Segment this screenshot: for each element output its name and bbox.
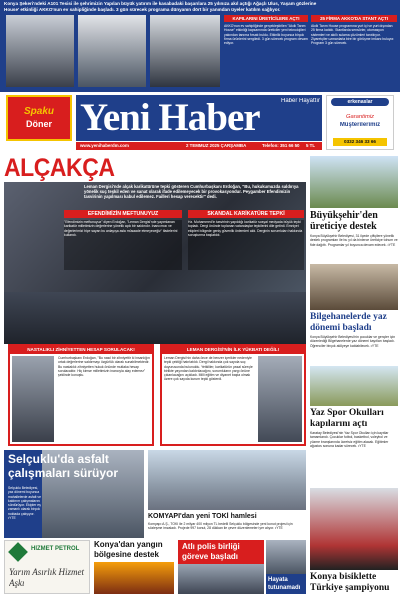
newspaper-subtitle: Haber Hayattır — [280, 98, 320, 104]
price: 5 TL — [306, 143, 316, 148]
ad-phone: 0332 346 33 66 — [333, 138, 387, 146]
box-4 — [160, 344, 306, 446]
box-body: Hz. Muhammed'in tasvirinin yapıldığı karikatür sosyal medyada büyük tepki topladı. Dergi önünde toplanan vatandaşlar tepkilerini dile getirdi. Emniyet ekipleri bölgede geniş güvenlik önlemleri aldı. Derginin sorumluları hakkında soruşturma başlatıldı. — [188, 220, 304, 270]
top-photo-3 — [150, 15, 220, 87]
selcuklu-body: Selçuklu Belediyesi, yaz dönemi boyunca mahallelerde asfalt ve kaldırım çalışmalarını sürdürüyor. Ekipler eş zamanlı olarak birçok noktada çalışıyor. •YTE — [8, 486, 41, 521]
ad-right — [326, 95, 394, 150]
box-photo — [258, 356, 302, 442]
toki-story — [148, 450, 306, 538]
toki-body: Komyapı A.Ş., TOKİ ile 2 milyar 400 milyon TL bedelli Selçuklu bölgesinde yeni konut projesi için sözleşme imzaladı. Projede 997 konut, 28 dükkan ile çevre düzenlemeleri yer alıyor. •YTE — [148, 522, 293, 531]
sidebar — [310, 152, 398, 594]
top-news-strip — [0, 0, 400, 92]
toki-title: KOMYAPI'dan yeni TOKİ hamlesi — [148, 513, 257, 520]
phone: Telefon: 351 66 50 — [262, 143, 300, 148]
top-story-2 — [311, 15, 397, 90]
sidebar-story-body: Konya Büyükşehir Belediyesi, 31 ilçede çiftçilere yönelik destek programları ile bu yıl da binlerce üreticiye tohum ve fide dağıttı. Programlar yıl boyunca devam edecek. •YTE — [310, 234, 398, 247]
website: www.yenihaberdm.com — [80, 143, 129, 148]
ticker-line: Konya Şekeri'ndeki A101 Tesisi ile şehrimizin Yapılan büyük yatırım ile kasabadaki başarılara 25 yılınıza akıl açtığı Ağaçlı Ulus, Yaşam gözlerine — [4, 1, 317, 6]
atli-title: Atlı polis birliği göreve başladı — [182, 542, 240, 561]
hayata-title: Hayata tutunamadı — [268, 577, 301, 591]
masthead — [0, 92, 400, 152]
selcuklu-title: Selçuklu'da asfalt çalışmaları sürüyor — [8, 452, 119, 480]
top-story-body: Akıllı Tarım House programına yurt içi ve yurt dışından 25 firma katıldı. Stantlarda sensörler, otomasyon sistemleri ve akıllı sulama çözümleri tanıtılıyor. Ziyaretçiler uzmanlarla bire bir görüşme imkanı buluyor. Program 3 gün sürecek. — [311, 24, 395, 46]
sidebar-story-title: Bilgehanelerde yaz dönemi başladı — [310, 312, 387, 333]
top-story-title: KAPILARINI ÜRETİCİLERE AÇTI — [224, 15, 308, 22]
fire-title: Konya'dan yangın bölgesine destek — [94, 540, 163, 559]
ad-brand: erkenaslar — [331, 98, 389, 106]
sidebar-story-title: Konya bisiklette Türkiye şampiyonu — [310, 572, 390, 593]
box-photo — [12, 356, 54, 442]
box-title: SKANDAL KARİKATÜRE TEPKİ — [188, 210, 304, 218]
ticker-line-2: House' etkinliği AKKO'nun ev sahipliğinde başladı. 3 gün sürecek programa dünyanın dört bir yanından üyeler katılım sağlıyor. — [4, 7, 281, 12]
top-photo-2 — [78, 15, 146, 87]
box-title: LEMAN DERGİSİ'NİN İLK YÜKBATI DEĞİL! — [162, 346, 304, 354]
sidebar-photo-4 — [310, 488, 398, 570]
sidebar-photo-1 — [310, 156, 398, 208]
ad-slogan-1: Garantimiz — [345, 114, 375, 120]
box-body: Leman Dergisi'nin daha önce de benzer içerikler nedeniyle tepki çektiği hatırlatıldı. Dergi hakkında çok sayıda suç duyurusunda bulunuldu. Yetkililer, karikatürün yasal süreçle birlikte yayından kaldırılacağını, sorumluların yargı önüne çıkarılacağını açıkladı. Milli eğitim ve diyanet başta olmak üzere çok sayıda kurum tepki gösterdi. — [164, 356, 253, 382]
logo-ad-left — [6, 95, 72, 141]
atli-story — [178, 540, 264, 594]
toki-photo — [148, 450, 306, 510]
hayata-photo — [266, 540, 306, 574]
sidebar-story-title: Büyükşehir'den üreticiye destek — [310, 210, 378, 232]
main-lead: Leman Dergisi'nde alçak karikatürüne tepki gösteren Cumhurbaşkanı Erdoğan, "Bu, hukukumuzda saldırıya yönelik suç teşkil eden ve sanat olarak ifade edilemeyecek bir provokasyondur. Peygamber Efendimizin tasvirinin yapılması kabul edilemez. Failleri hesap verecektir" dedi. — [84, 184, 299, 199]
sidebar-story-body: Karatay Belediyesi'nin Yaz Spor Okulları için kayıtlar tamamlandı. Çocuklar futbol, basketbol, voleybol ve yüzme branşlarında ücretsiz eğitim alacak. Eğitimler ağustos sonuna kadar sürecek. •YTE — [310, 431, 389, 448]
ad-slogan-2: Müşterilerimiz — [339, 122, 381, 128]
petrol-slogan: Yarım Asırlık Hizmet Aşkı — [9, 567, 85, 588]
sidebar-story-title: Yaz Spor Okulları kapılarını açtı — [310, 408, 384, 429]
top-photo-1 — [6, 15, 74, 87]
sidebar-photo-3 — [310, 366, 398, 406]
petrol-logo-icon — [8, 542, 28, 562]
top-story-title: 25 FİRMA AKKO'DA STANT AÇTI — [311, 15, 397, 22]
fire-photo — [94, 562, 174, 594]
box-body: Cumhurbaşkanı Erdoğan, "Bu nasıl bir zihniyettir ki insanlığın ortak değerlerine saldırmayı özgürlük olarak sunabilmektedir. Bu nastalıklı zihniyetten hukuk önünde mutlaka hesap sorulacaktır. Hiç kimse milletimizin inancıyla alay edemez" şeklinde konuştu. — [58, 356, 150, 378]
atli-photo — [178, 564, 264, 594]
sponsor-logo-line2: Döner — [25, 119, 52, 129]
petrol-ad — [4, 540, 90, 594]
sidebar-photo-2 — [310, 264, 398, 310]
top-story-body: AKKO'nun ev sahipliğinde gerçekleştirilen "Akıllı Tarım House" etkinliği kapsamında üreticiler yeni teknolojileri yakından tanıma fırsatı buldu. Etkinlik boyunca birçok firma ürünlerini sergiledi. 3 gün sürecek program devam ediyor. — [224, 24, 308, 46]
box-1 — [64, 210, 182, 270]
main-headline: ALÇAKÇA — [4, 154, 114, 182]
box-3 — [8, 344, 154, 446]
box-title: EFENDİMİZİN MEFTUNUYUZ — [64, 210, 182, 218]
petrol-brand: HİZMET PETROL — [31, 546, 80, 552]
sponsor-logo-line1: Spaku — [23, 106, 54, 117]
newspaper-title: Yeni Haber — [80, 96, 260, 139]
newspaper-title-block — [76, 95, 322, 141]
box-title: NASTALIKLI ZİHNİYETTEN HESAP SORULACAK! — [10, 346, 152, 354]
box-2 — [188, 210, 304, 270]
issue-date: 2 TEMMUZ 2025 ÇARŞAMBA — [186, 143, 247, 148]
crowd-photo — [4, 292, 306, 344]
main-story — [4, 152, 306, 448]
info-bar — [76, 142, 322, 150]
top-story-1 — [224, 15, 308, 90]
box-body: "Efendimizin meftunuyuz" diyen Erdoğan, "Leman Dergisi'nde yayımlanan karikatür milletimizin değerlerine yönelik açık bir saldırıdır. İnancımızı ve değerlerimizi hiçe sayan bu anlayışa asla müsaade etmeyeceğiz" ifadelerini kullandı. — [64, 220, 182, 270]
selcuklu-story — [4, 450, 144, 538]
fire-story — [94, 540, 174, 594]
hayata-story — [266, 540, 306, 594]
sidebar-story-body: Konya Büyükşehir Belediyesi'nin çocuklar ve gençler için düzenlediği Bilgehanelerde yaz dönemi kayıtları başladı. Öğrenciler birçok atölyeye katılabilecek. •YTE — [310, 335, 396, 348]
